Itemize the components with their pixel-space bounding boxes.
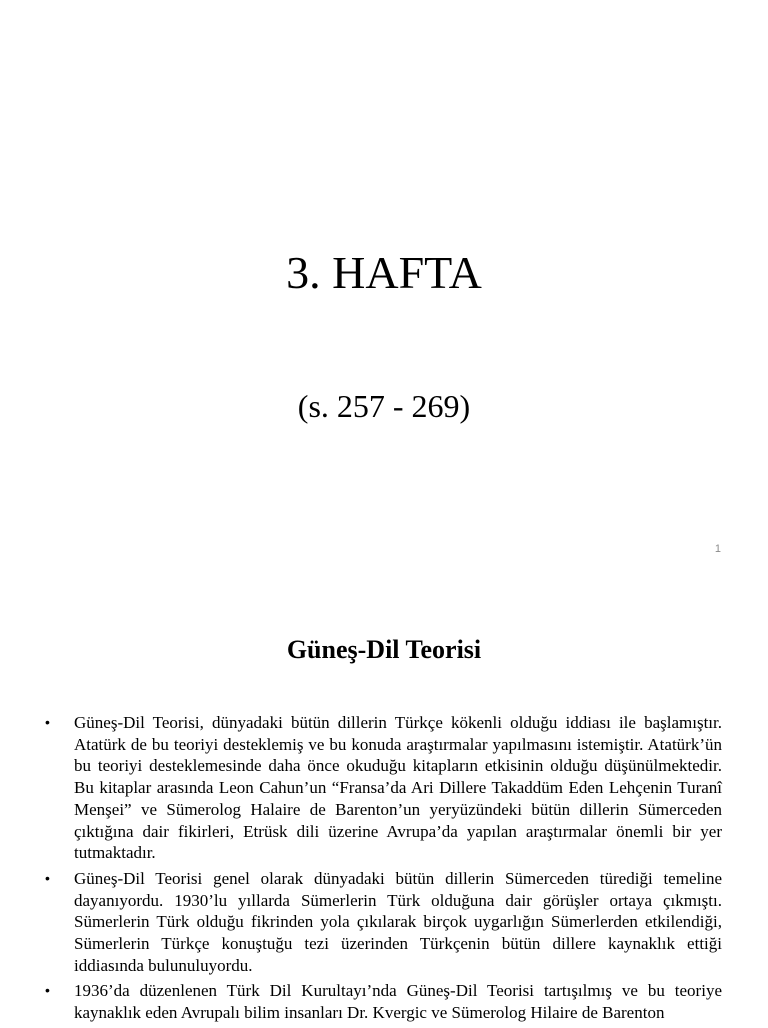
bullet-list <box>0 712 768 1028</box>
bullet-text: Güneş-Dil Teorisi, dünyadaki bütün dillerin Türkçe kökenli olduğu iddiası ile başlamıştır. Atatürk de bu teoriyi desteklemiş ve bu konuda araştırmalar yapılmasını istemiştir. Atatürk’ün bu teoriyi desteklemesinde daha önce okuduğu kitapların etkisinin olduğu düşünülmektedir. Bu kitaplar arasında Leon Cahun’un “Fransa’da Ari Dillere Takaddüm Eden Lehçenin Turanî Menşei” ve Sümerolog Halaire de Barenton’un yeryüzündeki bütün dillerin Sümerceden çıktığına dair fikirleri, Etrüsk dili üzerine Avrupa’da yapılan araştırmalar önemli bir yer tutmaktadır. <box>74 713 722 863</box>
page-range-subtitle: (s. 257 - 269) <box>297 388 471 424</box>
section-heading: Güneş-Dil Teorisi <box>286 635 482 664</box>
bullet-marker: • <box>45 714 50 730</box>
bullet-text: Güneş-Dil Teorisi genel olarak dünyadaki bütün dillerin Sümerceden türediği temeline dayanıyordu. 1930’lu yıllarda Sümerlerin Türk olduğuna dair görüşler ortaya çıkmıştı. Sümerlerin Türk olduğu fikrinden yola çıkılarak birçok uygarlığın Sümerlerden etkilendiği, Sümerlerin Türkçe konuştuğu tezi üzerinden Türkçenin bütün dillere kaynaklık ettiği iddiasında bulunuluyordu. <box>74 868 722 975</box>
page-number: 1 <box>714 543 721 555</box>
bullet-item <box>0 980 768 1023</box>
slide-gunes-dil <box>0 588 768 1024</box>
bullet-text: 1936’da düzenlenen Türk Dil Kurultayı’nda Güneş-Dil Teorisi tartışılmış ve bu teoriye kaynaklık eden Avrupalı bilim insanları Dr. Kvergic ve Sümerolog Hilaire de Barenton <box>74 981 722 1023</box>
bullet-item <box>0 868 768 977</box>
slide-title-text: 3. HAFTA <box>286 247 482 298</box>
bullet-marker: • <box>45 869 50 886</box>
bullet-marker: • <box>45 982 50 999</box>
bullet-item <box>0 712 768 864</box>
